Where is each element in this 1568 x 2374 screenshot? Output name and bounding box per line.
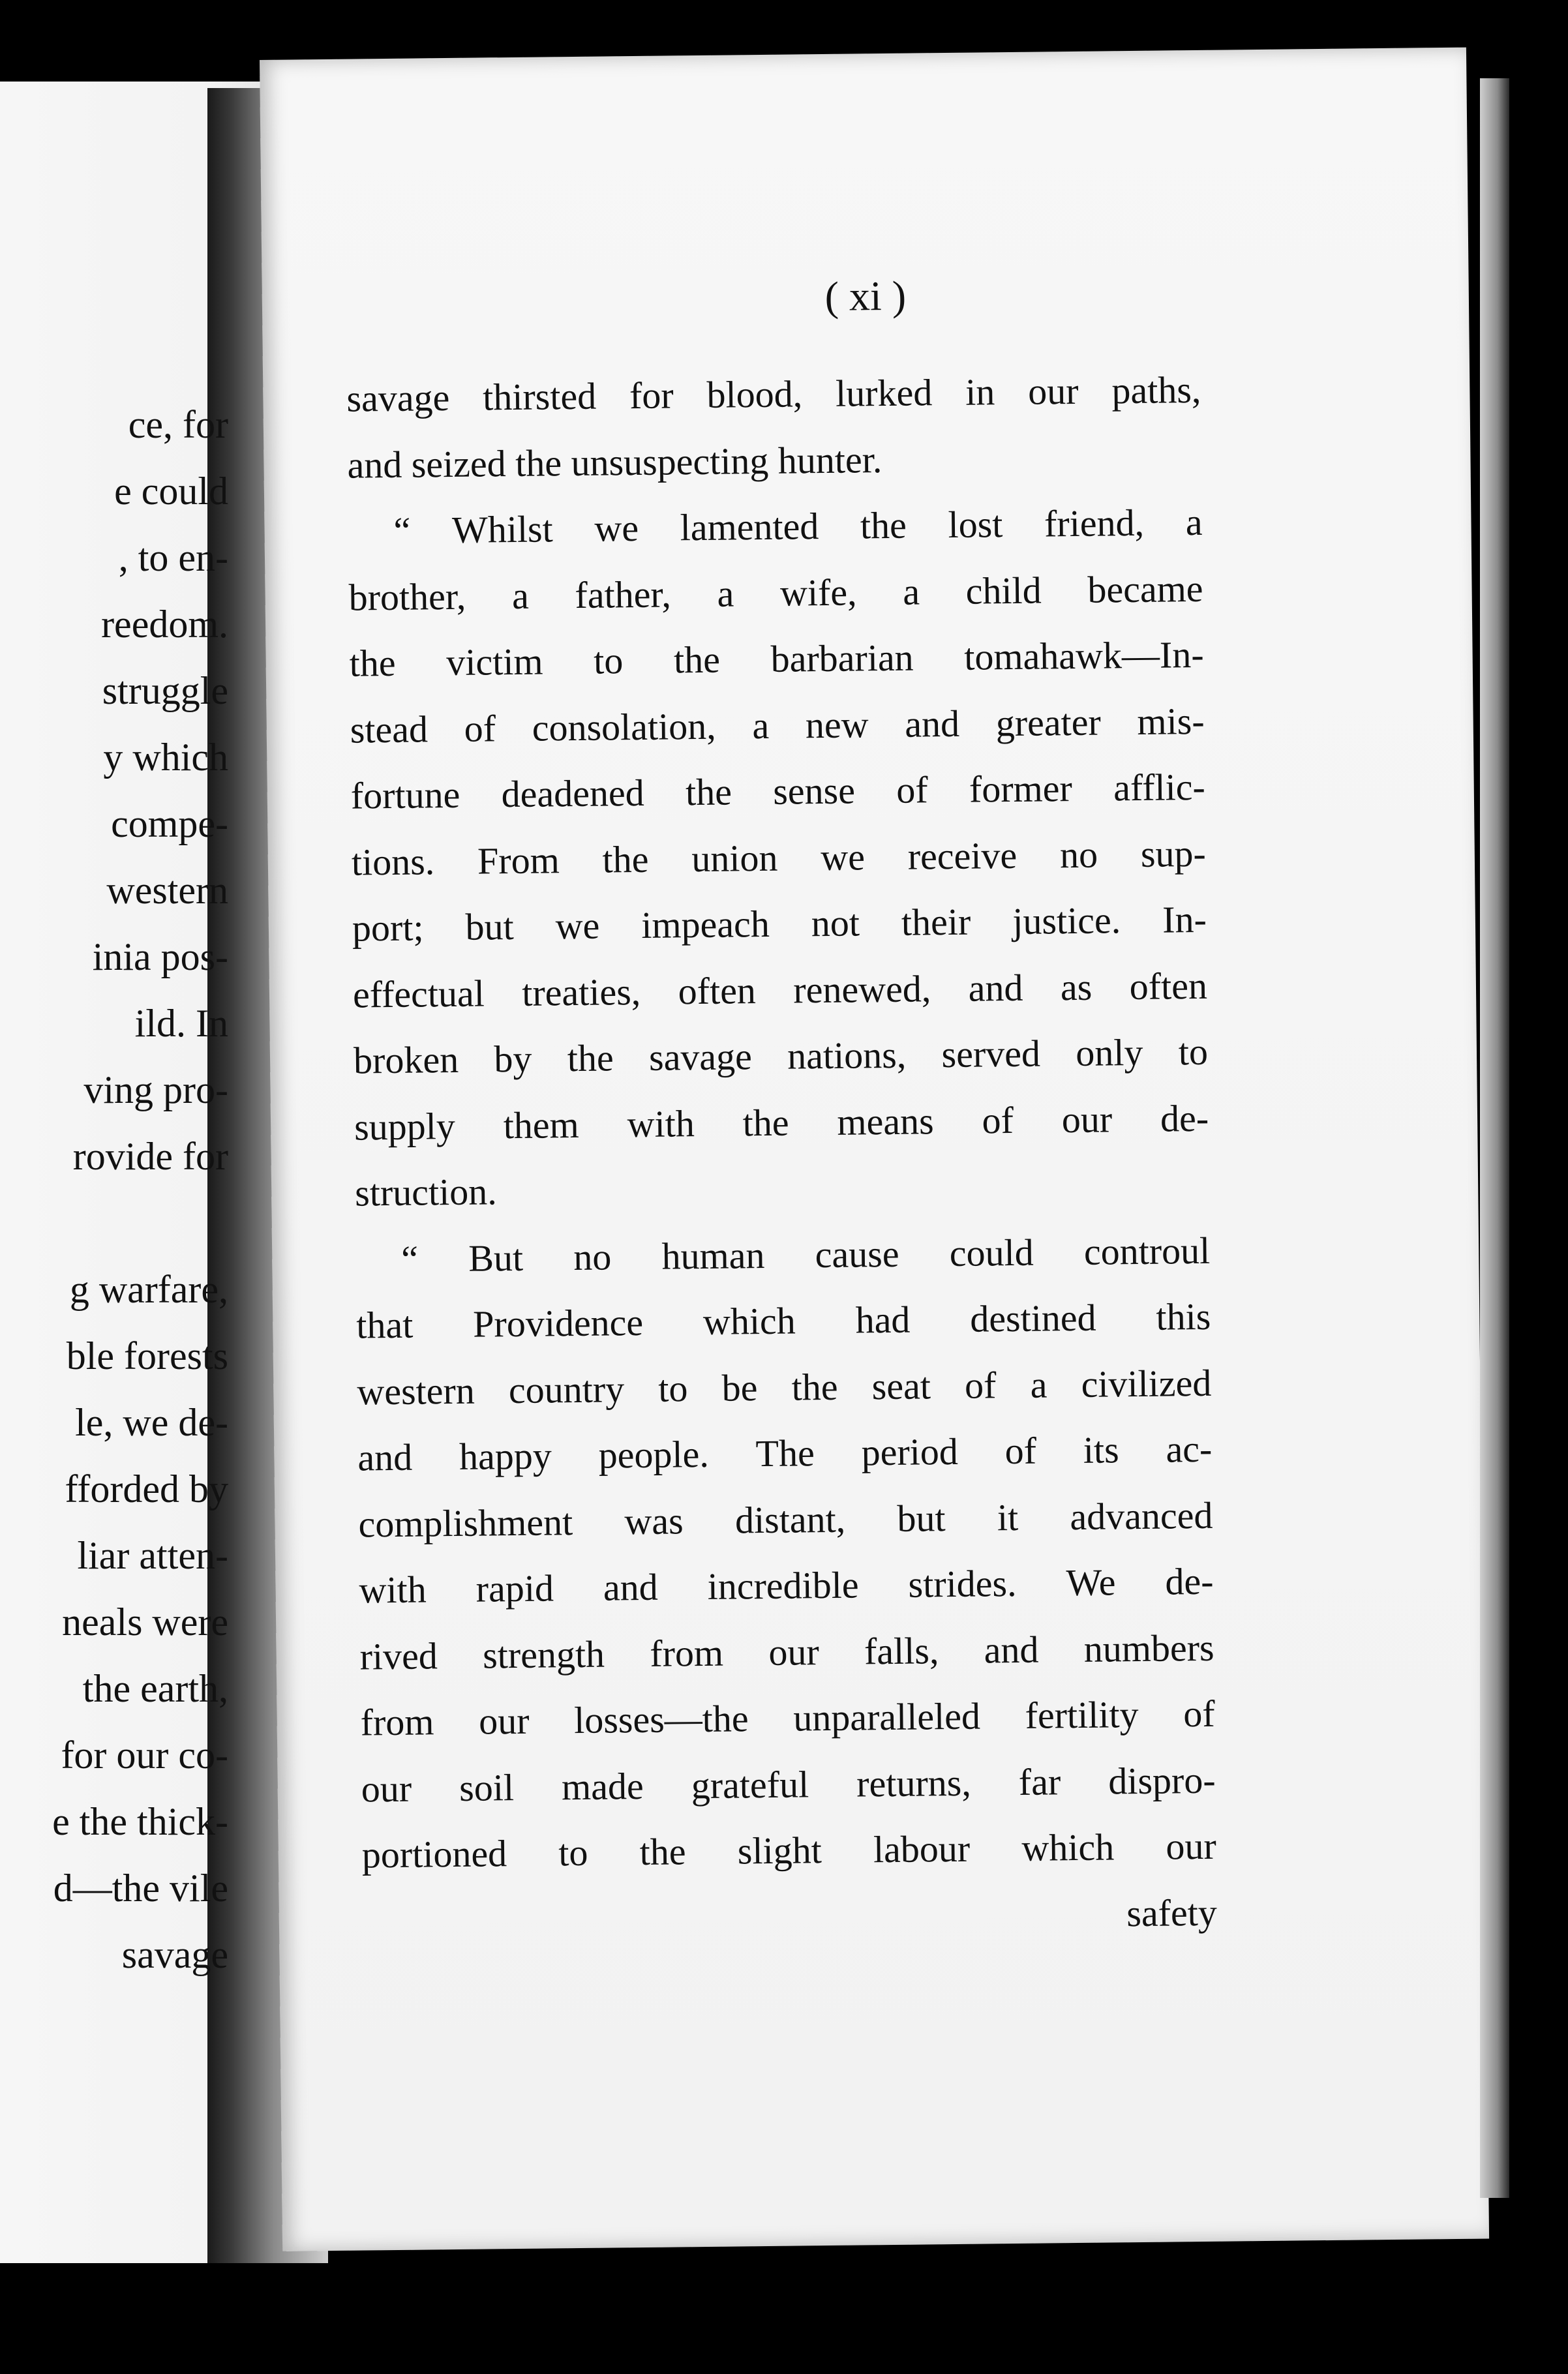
facing-page-line: rovide for xyxy=(72,1134,228,1178)
text-line: from our losses—the unparalleled fertility of xyxy=(360,1692,1215,1744)
facing-page-line: le, we de- xyxy=(75,1400,228,1444)
text-line: and happy people. The period of its ac- xyxy=(357,1427,1213,1479)
facing-page-line: ild. In xyxy=(134,1001,228,1045)
text-line: brother, a father, a wife, a child became xyxy=(348,567,1203,619)
text-line: port; but we impeach not their justice. In- xyxy=(352,897,1207,950)
text-line: portioned to the slight labour which our xyxy=(361,1824,1217,1876)
catchword: safety xyxy=(1126,1891,1218,1934)
main-page xyxy=(260,48,1489,2251)
facing-page-line: ving pro- xyxy=(83,1068,228,1111)
facing-page-line: western xyxy=(106,868,228,912)
facing-page-line: for our co- xyxy=(61,1733,228,1777)
facing-page-line: struggle xyxy=(102,669,228,712)
body-text xyxy=(346,357,1217,1955)
text-line: savage thirsted for blood, lurked in our paths, xyxy=(346,368,1201,420)
text-line: and seized the unsuspecting hunter. xyxy=(347,438,882,487)
text-line: complishment was distant, but it advanced xyxy=(358,1494,1213,1546)
facing-page-line: liar atten- xyxy=(77,1533,228,1577)
facing-page-line: savage xyxy=(121,1932,228,1976)
facing-page-line: neals were xyxy=(62,1600,228,1644)
text-line: struction. xyxy=(354,1170,498,1214)
text-line: with rapid and incredible strides. We de- xyxy=(359,1559,1214,1612)
facing-page-line: reedom. xyxy=(101,602,228,646)
facing-page-line: ble forests xyxy=(66,1334,228,1377)
facing-page-line: fforded by xyxy=(65,1467,228,1510)
text-line: rived strength from our falls, and numbers xyxy=(359,1626,1214,1678)
facing-page-line: g warfare, xyxy=(69,1267,228,1311)
facing-page-line: inia pos- xyxy=(92,935,228,978)
facing-page-line: y which xyxy=(103,735,228,779)
text-line: tions. From the union we receive no sup- xyxy=(351,832,1207,884)
page-number: ( xi ) xyxy=(824,272,907,320)
page-edge xyxy=(1480,78,1509,2198)
text-line: effectual treaties, often renewed, and as often xyxy=(352,964,1208,1016)
text-line: fortune deadened the sense of former afflic- xyxy=(350,765,1206,817)
facing-page-text xyxy=(0,391,228,1988)
facing-page-line: ce, for xyxy=(128,402,228,446)
facing-page-line: d—the vile xyxy=(53,1866,228,1910)
text-line: western country to be the seat of a civilized xyxy=(357,1361,1212,1413)
facing-page-line: compe- xyxy=(111,802,228,845)
text-line: broken by the savage nations, served only to xyxy=(353,1030,1209,1082)
facing-page-line: e could xyxy=(114,469,228,513)
text-line: supply them with the means of our de- xyxy=(354,1096,1209,1149)
text-line: the victim to the barbarian tomahawk—In- xyxy=(349,633,1204,685)
text-line: that Providence which had destined this xyxy=(355,1295,1211,1347)
text-line: “ But no human cause could controul xyxy=(400,1229,1211,1280)
facing-page-line: the earth, xyxy=(82,1666,228,1710)
facing-page-line: e the thick- xyxy=(52,1799,228,1843)
text-line: “ Whilst we lamented the lost friend, a xyxy=(393,500,1203,552)
text-line: stead of consolation, a new and greater mis- xyxy=(350,699,1205,751)
text-line: our soil made grateful returns, far dispro- xyxy=(361,1758,1216,1811)
facing-page-line: , to en- xyxy=(118,535,228,579)
